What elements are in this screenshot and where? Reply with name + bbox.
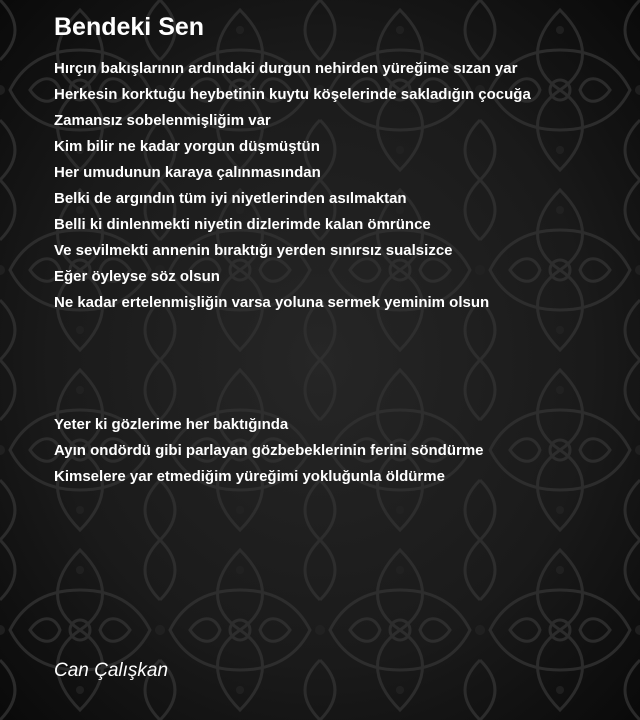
stanza-2 <box>54 412 484 490</box>
poem-line: Yeter ki gözlerime her baktığında <box>54 416 289 433</box>
poem-line: Belli ki dinlenmekti niyetin dizlerimde kalan ömrünce <box>54 216 431 233</box>
poem-line: Zamansız sobelenmişliğim var <box>54 112 271 129</box>
poem-line: Kim bilir ne kadar yorgun düşmüştün <box>54 138 320 155</box>
poem-line: Herkesin korktuğu heybetinin kuytu köşelerinde sakladığın çocuğa <box>54 86 531 103</box>
poem-line: Ayın ondördü gibi parlayan gözbebeklerinin ferini söndürme <box>54 442 484 459</box>
poem-line: Ve sevilmekti annenin bıraktığı yerden sınırsız sualsizce <box>54 242 453 259</box>
poem-line: Hırçın bakışlarının ardındaki durgun nehirden yüreğime sızan yar <box>54 60 518 77</box>
poem-line: Belki de argındın tüm iyi niyetlerinden asılmaktan <box>54 190 407 207</box>
poem <box>54 8 634 485</box>
poem-line: Kimselere yar etmediğim yüreğimi yokluğunla öldürme <box>54 468 445 485</box>
poem-title: Bendeki Sen <box>54 13 205 41</box>
stanza-1 <box>54 56 634 316</box>
poem-author: Can Çalışkan <box>54 660 169 681</box>
poem-line: Her umudunun karaya çalınmasından <box>54 164 321 181</box>
poem-line: Ne kadar ertelenmişliğin varsa yoluna sermek yeminim olsun <box>54 294 490 311</box>
poem-line: Eğer öyleyse söz olsun <box>54 268 220 285</box>
